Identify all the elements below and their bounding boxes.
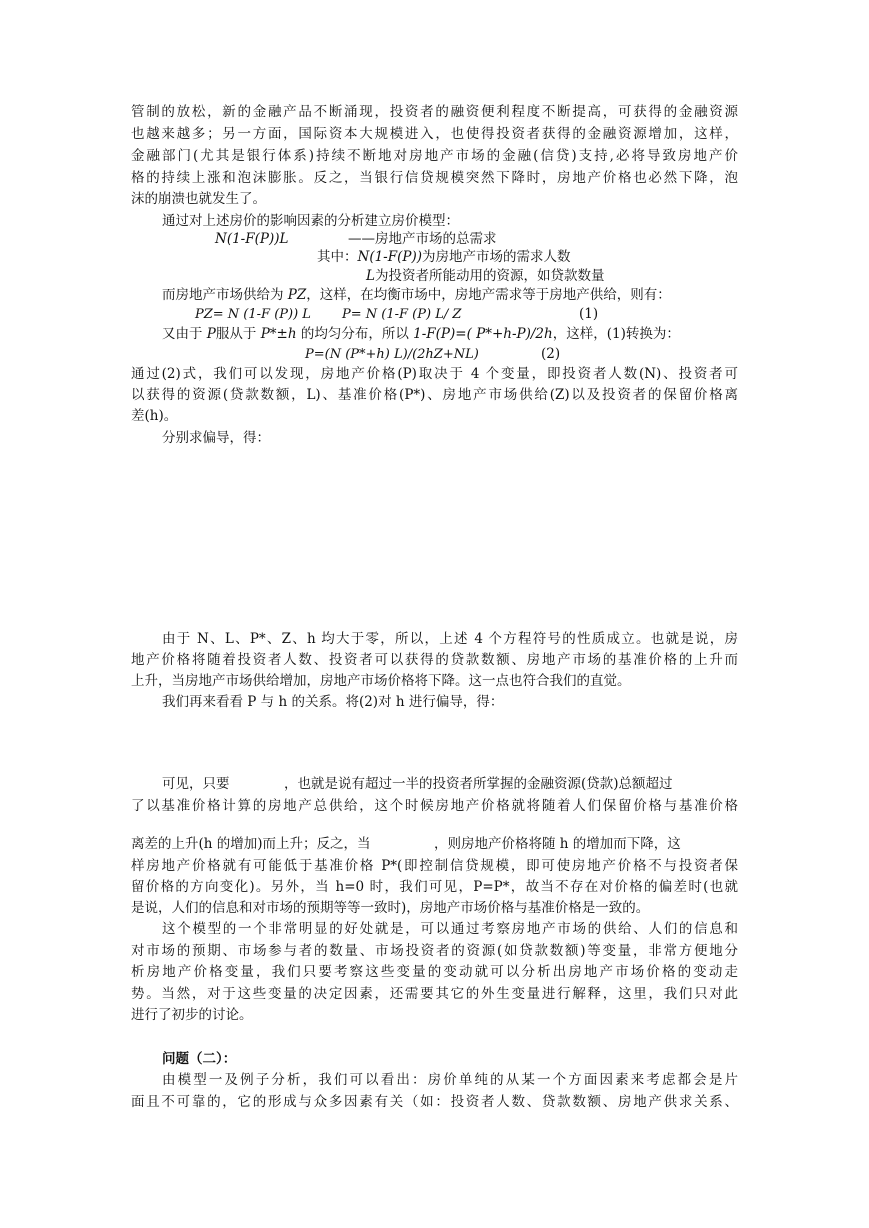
- where-n-expression: N(1-F(P)): [357, 249, 422, 265]
- paragraph-line: 金融部门(尤其是银行体系)持续不断地对房地产市场的金融(信贷)支持,必将导致房地产价: [131, 148, 738, 164]
- paragraph-line: 差(h)。: [131, 408, 178, 424]
- partial-intro: 分别求偏导，得：: [162, 430, 270, 446]
- demand-row: [215, 229, 288, 251]
- uniform-range: P*±h: [260, 326, 297, 342]
- supply-text: 而房地产市场供给为: [162, 287, 284, 303]
- where-l-expression: L: [366, 268, 375, 284]
- paragraph-line: 由于 N、L、P*、Z、h 均大于零，所以，上述 4 个方程符号的性质成立。也就是说，房: [162, 631, 738, 647]
- model-intro: 通过对上述房价的影响因素的分析建立房价模型：: [162, 213, 459, 229]
- paragraph-line: 地产价格将随着投资者人数、投资者可以获得的贷款数额、房地产市场的基准价格的上升而: [131, 652, 738, 668]
- demand-description: ——房地产市场的总需求: [348, 231, 497, 247]
- equation-1-number: (1): [579, 306, 599, 322]
- where-n-description: 为房地产市场的需求人数: [421, 249, 571, 265]
- paragraph-line: ，则房地产价格将随 h 的增加而下降，这: [434, 836, 681, 852]
- supply-variable: PZ: [287, 287, 307, 303]
- paragraph-line: 进行了初步的讨论。: [131, 1007, 253, 1023]
- paragraph-line: 通过(2)式，我们可以发现，房地产价格(P)取决于 4 个变量，即投资者人数(N)、投资者可: [131, 366, 738, 382]
- supply-text-cont: ，这样，在均衡市场中，房地产需求等于房地产供给，则有：: [306, 287, 671, 303]
- equation-2: P=(N (P*+h) L)/(2hZ+NL): [305, 347, 479, 362]
- paragraph-line: 沫的崩溃也就发生了。: [131, 191, 266, 207]
- ph-intro: 我们再来看看 P 与 h 的关系。将(2)对 h 进行偏导，得：: [162, 694, 504, 710]
- equation-1-right: P= N (1-F (P) L/ Z: [342, 307, 462, 322]
- paragraph-line: 也越来越多；另一方面，国际资本大规模进入，也使得投资者获得的金融资源增加，这样，: [131, 126, 738, 142]
- paragraph-line: 是说，人们的信息和对市场的预期等等一致时)，房地产市场价格与基准价格是一致的。: [131, 900, 650, 916]
- paragraph-line: 由模型一及例子分析，我们可以看出：房价单纯的从某一个方面因素来考虑都会是片: [162, 1072, 738, 1088]
- uniform-text-c: 的均匀分布，所以: [300, 326, 409, 342]
- paragraph-line: 上升，当房地产市场供给增加，房地产市场价格将下降。这一点也符合我们的直觉。: [131, 673, 631, 689]
- uniform-formula: 1-F(P)=( P*+h-P)/2h: [413, 326, 553, 342]
- paragraph-line: 了以基准价格计算的房地产总供给，这个时候房地产价格就将随着人们保留价格与基准价格: [131, 798, 738, 814]
- paragraph-line: 势。当然，对于这些变量的决定因素，还需要其它的外生变量进行解释，这里，我们只对此: [131, 986, 738, 1002]
- demand-expression: N(1-F(P))L: [215, 231, 289, 247]
- uniform-text-d: ，这样，(1)转换为：: [552, 326, 680, 342]
- paragraph-line: 管制的放松，新的金融产品不断涌现，投资者的融资便利程度不断提高，可获得的金融资源: [131, 104, 738, 120]
- paragraph-line: 析房地产价格变量，我们只要考察这些变量的变动就可以分析出房地产市场价格的变动走: [131, 964, 738, 980]
- uniform-text: 又由于: [162, 326, 203, 342]
- paragraph-line: 样房地产价格就有可能低于基准价格 P*(即控制信贷规模，即可使房地产价格不与投资者保: [131, 858, 738, 874]
- paragraph-line: 可见，只要: [162, 776, 230, 792]
- equation-1-left: PZ= N (1-F (P)) L: [195, 307, 311, 322]
- paragraph-line: 离差的上升(h 的增加)而上升；反之，当: [131, 836, 371, 852]
- paragraph-line: 这个模型的一个非常明显的好处就是，可以通过考察房地产市场的供给、人们的信息和: [162, 921, 738, 937]
- uniform-text-b: 服从于: [215, 326, 257, 342]
- paragraph-line: 对市场的预期、市场参与者的数量、市场投资者的资源(如贷款数额)等变量，非常方便地分: [131, 943, 738, 959]
- paragraph-line: 格的持续上涨和泡沫膨胀。反之，当银行信贷规模突然下降时，房地产价格也必然下降，泡: [131, 170, 738, 186]
- paragraph-line: 面且不可靠的，它的形成与众多因素有关（如：投资者人数、贷款数额、房地产供求关系、: [131, 1094, 738, 1110]
- uniform-variable: P: [206, 326, 216, 342]
- where-l-description: 为投资者所能动用的资源，如贷款数量: [374, 268, 605, 284]
- paragraph-line: 以获得的资源(贷款数额，L)、基准价格(P*)、房地产市场供给(Z)以及投资者的保留价格离: [131, 387, 738, 403]
- equation-2-number: (2): [541, 346, 561, 362]
- uniform-line: [162, 324, 680, 346]
- paragraph-line: ，也就是说有超过一半的投资者所掌握的金融资源(贷款)总额超过: [284, 776, 673, 792]
- section-heading: 问题（二）：: [162, 1051, 237, 1067]
- paragraph-line: 留价格的方向变化)。另外，当 h=0 时，我们可见，P=P*，故当不存在对价格的偏差时(也就: [131, 879, 738, 895]
- where-label: 其中：: [317, 249, 358, 265]
